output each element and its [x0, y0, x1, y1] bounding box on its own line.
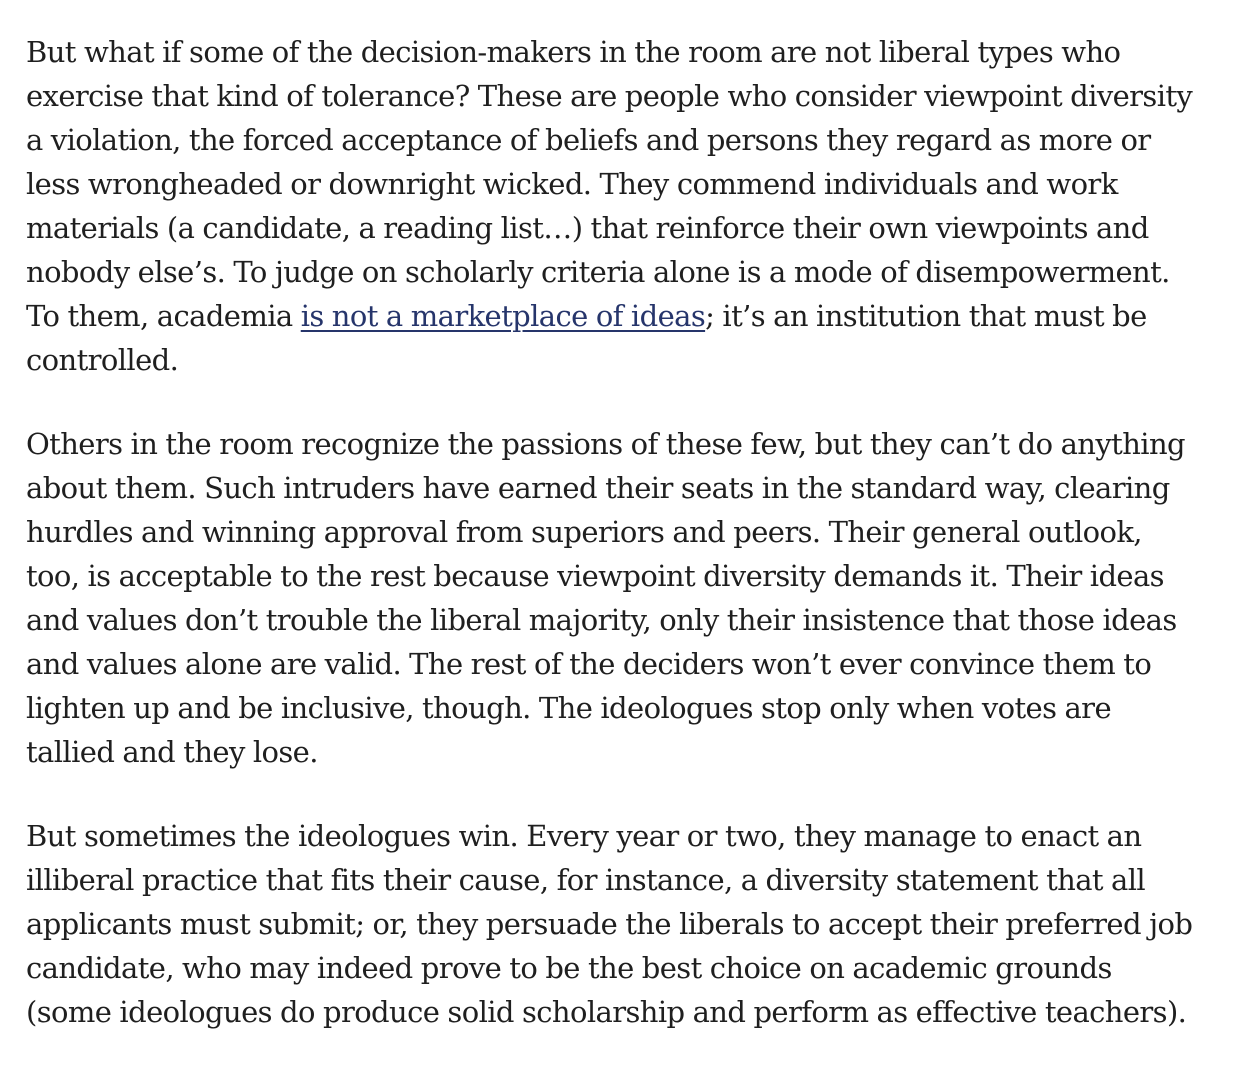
text-line: too, is acceptable to the rest because viewpoint diversity demands it. Their ideas	[26, 559, 1164, 593]
text-line: hurdles and winning approval from superiors and peers. Their general outlook,	[26, 515, 1142, 549]
text-line-with-link	[26, 294, 1226, 338]
text-line: a violation, the forced acceptance of beliefs and persons they regard as more or	[26, 123, 1151, 157]
paragraph-1	[26, 30, 1226, 382]
paragraph-2	[26, 422, 1226, 774]
text-line: and values don’t trouble the liberal majority, only their insistence that those ideas	[26, 603, 1177, 637]
text-segment: To them, academia	[26, 299, 301, 333]
text-line: illiberal practice that fits their cause, for instance, a diversity statement that all	[26, 863, 1146, 897]
text-line: nobody else’s. To judge on scholarly criteria alone is a mode of disempowerment.	[26, 255, 1170, 289]
text-line: But sometimes the ideologues win. Every year or two, they manage to enact an	[26, 819, 1142, 853]
text-line: applicants must submit; or, they persuade the liberals to accept their preferred job	[26, 907, 1193, 941]
text-line: and values alone are valid. The rest of the deciders won’t ever convince them to	[26, 647, 1152, 681]
text-segment: ; it’s an institution that must be	[705, 299, 1147, 333]
text-line: candidate, who may indeed prove to be the best choice on academic grounds	[26, 951, 1112, 985]
text-line: But what if some of the decision-makers in the room are not liberal types who	[26, 35, 1121, 69]
text-line: tallied and they lose.	[26, 735, 318, 769]
marketplace-of-ideas-link[interactable]: is not a marketplace of ideas	[300, 299, 706, 333]
paragraph-3	[26, 814, 1226, 1034]
text-line: lighten up and be inclusive, though. The ideologues stop only when votes are	[26, 691, 1112, 725]
text-line: exercise that kind of tolerance? These are people who consider viewpoint diversity	[26, 79, 1193, 113]
text-line: Others in the room recognize the passions of these few, but they can’t do anything	[26, 427, 1185, 461]
article-body	[26, 30, 1226, 1074]
text-line: materials (a candidate, a reading list…) that reinforce their own viewpoints and	[26, 211, 1149, 245]
text-line: (some ideologues do produce solid scholarship and perform as effective teachers).	[26, 995, 1187, 1029]
text-line: controlled.	[26, 343, 179, 377]
text-line: less wrongheaded or downright wicked. They commend individuals and work	[26, 167, 1118, 201]
text-line: about them. Such intruders have earned their seats in the standard way, clearing	[26, 471, 1170, 505]
